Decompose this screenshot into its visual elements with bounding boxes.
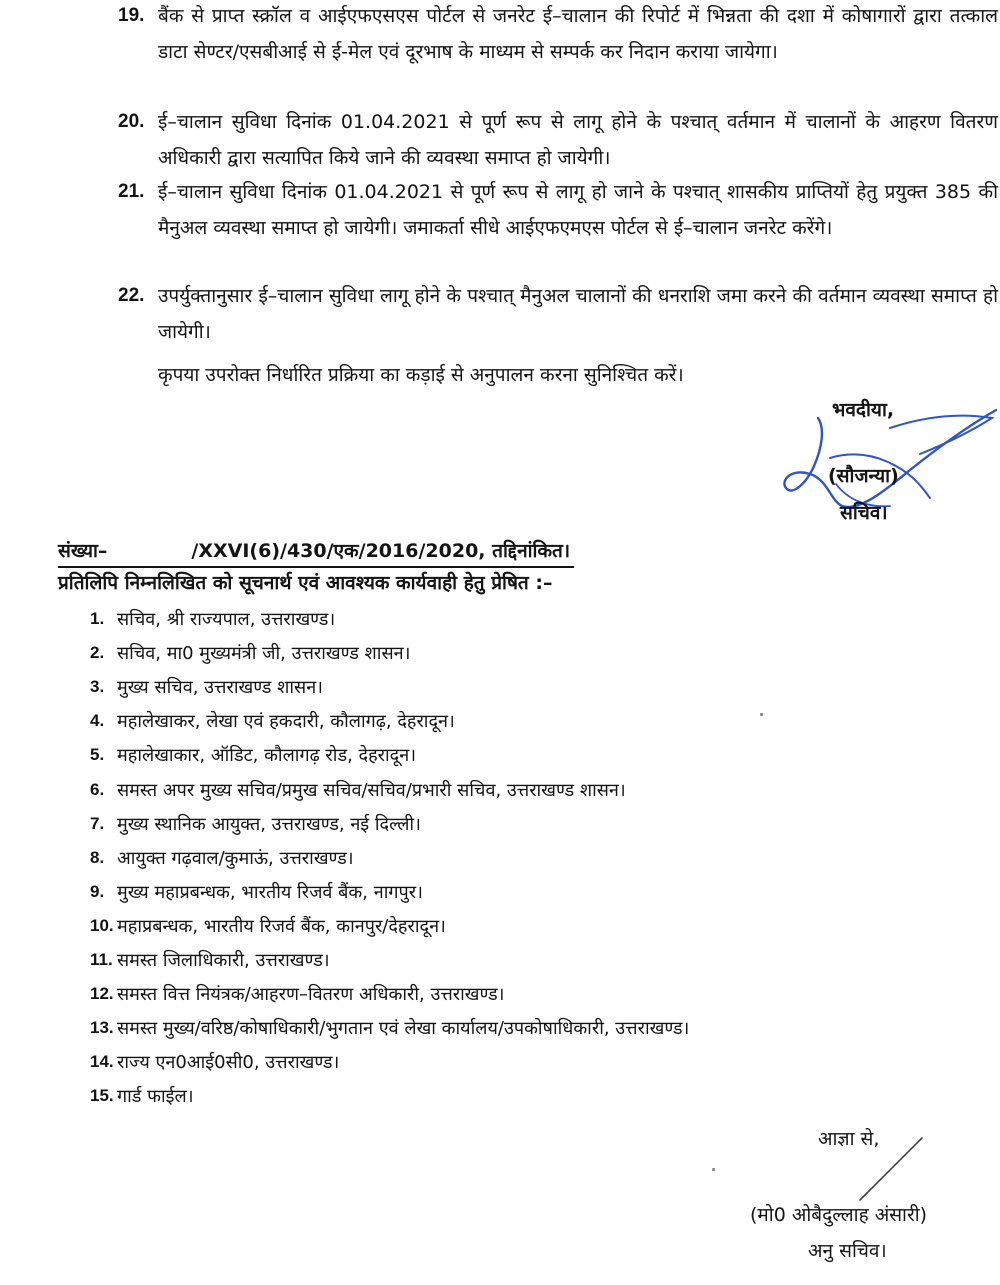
paragraph-21 <box>118 174 998 246</box>
list-item <box>90 636 689 670</box>
reference-value: /XXVI(6)/430/एक/2016/2020, तद्दिनांकित। <box>191 540 571 562</box>
list-item-text: सचिव, मा0 मुख्यमंत्री जी, उत्तराखण्ड शासन। <box>117 643 411 665</box>
signatory-designation: सचिव। <box>840 502 888 524</box>
list-item <box>90 909 689 943</box>
list-item <box>90 841 689 875</box>
officer-name: (मो0 ओबैदुल्लाह अंसारी) <box>750 1204 928 1226</box>
list-item-text: महालेखाकार, ऑडिट, कौलागढ़ रोड, देहरादून। <box>117 745 417 767</box>
list-item-text: गार्ड फाईल। <box>117 1086 194 1108</box>
list-item-number: 11. <box>90 949 113 969</box>
list-item-text: समस्त अपर मुख्य सचिव/प्रमुख सचिव/सचिव/प्रभारी सचिव, उत्तराखण्ड शासन। <box>117 779 626 801</box>
list-item <box>90 875 689 909</box>
list-item-number: 13. <box>90 1018 114 1038</box>
salutation: भवदीया, <box>832 399 895 421</box>
list-item-text: मुख्य स्थानिक आयुक्त, उत्तराखण्ड, नई दिल्ली। <box>117 813 421 835</box>
list-item-number: 3. <box>90 677 105 697</box>
list-item-text: समस्त मुख्य/वरिष्ठ/कोषाधिकारी/भुगतान एवं लेखा कार्यालय/उपकोषाधिकारी, उत्तराखण्ड। <box>117 1018 690 1040</box>
by-order-text: आज्ञा से, <box>818 1128 880 1150</box>
list-item-text: समस्त जिलाधिकारी, उत्तराखण्ड। <box>117 949 330 971</box>
list-item-number: 5. <box>90 745 105 765</box>
list-item-text: आयुक्त गढ़वाल/कुमाऊं, उत्तराखण्ड। <box>117 847 354 869</box>
paragraph-number: 21. <box>118 181 145 202</box>
list-item-number: 4. <box>90 711 105 731</box>
paragraph-text: ई–चालान सुविधा दिनांक 01.04.2021 से पूर्ण रूप से लागू हो जाने के पश्चात् शासकीय प्राप्तियों हेतु प्रयुक्त 385 की मैनुअल व्यवस्था समाप्त हो जायेगी। जमाकर्ता सीधे आईएफएमएस पोर्टल से ई–चालान जनरेट करेंगे। <box>158 181 998 239</box>
list-item-number: 9. <box>90 881 105 901</box>
list-item-number: 7. <box>90 813 105 833</box>
list-item-text: महालेखाकर, लेखा एवं हकदारी, कौलागढ़, देहरादून। <box>117 711 455 733</box>
list-item-number: 6. <box>90 779 105 799</box>
distribution-list <box>90 602 689 1113</box>
ink-speck <box>712 1168 715 1171</box>
list-item-number: 14. <box>90 1052 114 1072</box>
list-item <box>90 943 689 977</box>
list-item <box>90 738 689 772</box>
copy-heading: प्रतिलिपि निम्नलिखित को सूचनार्थ एवं आवश्यक कार्यवाही हेतु प्रेषित :– <box>58 572 553 594</box>
list-item <box>90 704 689 738</box>
list-item-text: मुख्य महाप्रबन्धक, भारतीय रिजर्व बैंक, नागपुर। <box>117 881 423 903</box>
list-item-number: 10. <box>90 915 114 935</box>
reference-number <box>58 536 574 568</box>
initials-mark <box>850 1130 930 1210</box>
paragraph-22 <box>118 278 998 350</box>
list-item-text: राज्य एन0आई0सी0, उत्तराखण्ड। <box>117 1052 340 1074</box>
list-item-text: समस्त वित्त नियंत्रक/आहरण–वितरण अधिकारी, उत्तराखण्ड। <box>117 984 505 1006</box>
list-item <box>90 772 689 806</box>
paragraph-number: 19. <box>118 5 145 26</box>
paragraph-number: 22. <box>118 285 145 306</box>
list-item-number: 2. <box>90 643 105 663</box>
paragraph-text: बैंक से प्राप्त स्क्रॉल व आईएफएसएस पोर्टल से जनरेट ई–चालान की रिपोर्ट में भिन्नता की दशा में कोषागारों द्वारा तत्काल डाटा सेण्टर/एसबीआई से ई-मेल एवं दूरभाष के माध्यम से सम्पर्क कर निदान कराया जायेगा। <box>158 5 998 63</box>
signatory-name: (सौजन्या) <box>828 465 899 487</box>
officer-designation: अनु सचिव। <box>808 1240 887 1262</box>
list-item <box>90 670 689 704</box>
list-item-text: मुख्य सचिव, उत्तराखण्ड शासन। <box>117 677 323 699</box>
list-item <box>90 1011 689 1045</box>
paragraph-19 <box>118 0 998 70</box>
list-item <box>90 1079 689 1113</box>
list-item <box>90 807 689 841</box>
compliance-instruction: कृपया उपरोक्त निर्धारित प्रक्रिया का कड़ाई से अनुपालन करना सुनिश्चित करें। <box>158 364 684 386</box>
list-item-number: 8. <box>90 847 105 867</box>
list-item-number: 1. <box>90 609 105 629</box>
ink-speck <box>760 713 763 716</box>
paragraph-text: ई–चालान सुविधा दिनांक 01.04.2021 से पूर्ण रूप से लागू होने के पश्चात् वर्तमान में चालानों के आहरण वितरण अधिकारी द्वारा सत्यापित किये जाने की व्यवस्था समाप्त हो जायेगी। <box>158 111 998 169</box>
paragraph-20 <box>118 104 998 176</box>
list-item-number: 12. <box>90 984 114 1004</box>
list-item <box>90 602 689 636</box>
list-item-text: सचिव, श्री राज्यपाल, उत्तराखण्ड। <box>117 609 336 631</box>
list-item <box>90 1045 689 1079</box>
list-item-number: 15. <box>90 1086 114 1106</box>
list-item-text: महाप्रबन्धक, भारतीय रिजर्व बैंक, कानपुर/देहरादून। <box>117 915 446 937</box>
list-item <box>90 977 689 1011</box>
paragraph-text: उपर्युक्तानुसार ई–चालान सुविधा लागू होने के पश्चात् मैनुअल चालानों की धनराशि जमा करने की वर्तमान व्यवस्था समाप्त हो जायेगी। <box>158 285 998 343</box>
paragraph-number: 20. <box>118 111 145 132</box>
reference-label: संख्या– <box>58 540 108 562</box>
